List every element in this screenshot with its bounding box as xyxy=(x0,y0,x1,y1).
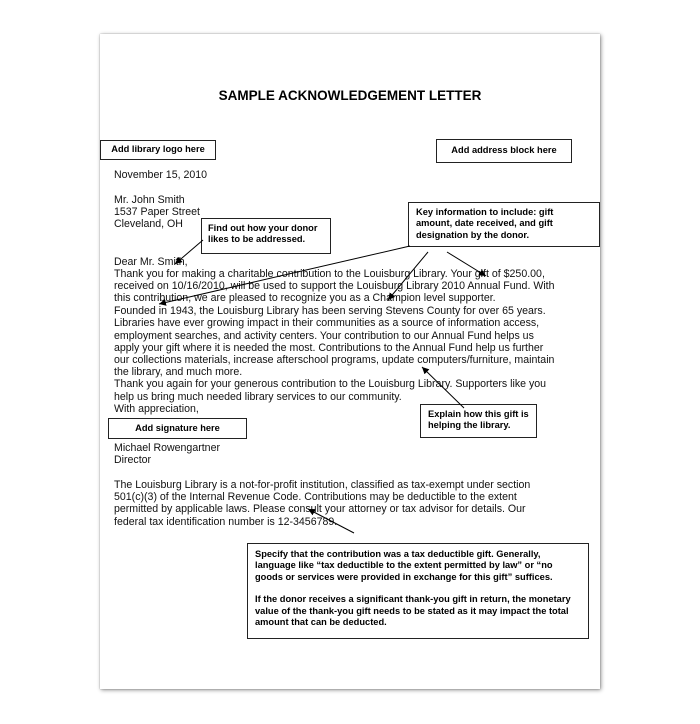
arrow-to-tax-text xyxy=(308,509,354,533)
footer-line: federal tax identification number is 12-3456789. xyxy=(114,516,338,528)
salutation: Dear Mr. Smith, xyxy=(114,256,188,268)
body-line: employment searches, and activity centers. Your contribution to our Annual Fund helps us xyxy=(114,330,534,342)
letter-date: November 15, 2010 xyxy=(114,169,208,181)
address-placeholder-label: Add address block here xyxy=(451,145,557,155)
signature-placeholder-label: Add signature here xyxy=(135,423,220,433)
recipient-name: Mr. John Smith xyxy=(114,194,185,206)
arrow-to-salutation xyxy=(175,240,203,264)
body-line: Founded in 1943, the Louisburg Library has been serving Stevens County for over 65 years. xyxy=(114,305,546,317)
recipient-city: Cleveland, OH xyxy=(114,218,183,230)
signer-title: Director xyxy=(114,454,152,466)
callout-explain-text: Explain how this gift is helping the library. xyxy=(428,409,529,431)
page-title: SAMPLE ACKNOWLEDGEMENT LETTER xyxy=(218,88,482,103)
callout-donor-address-text: Find out how your donor likes to be addressed. xyxy=(208,223,318,245)
body-line: this contribution, we are pleased to recognize you as a Champion level supporter. xyxy=(114,292,496,304)
arrow-to-date-received xyxy=(159,246,410,304)
footer-line: The Louisburg Library is a not-for-profit institution, classified as tax-exempt under section xyxy=(114,479,531,491)
signer-name: Michael Rowengartner xyxy=(114,442,220,454)
arrow-to-annual-fund xyxy=(388,252,428,300)
recipient-street: 1537 Paper Street xyxy=(114,206,200,218)
callout-tax-paragraph-2: If the donor receives a significant thank-you gift in return, the monetary value of the thank-you gift needs to be stated as it may impact the total amount that can be deducted. xyxy=(255,594,571,628)
body-line: With appreciation, xyxy=(114,403,199,415)
logo-placeholder-label: Add library logo here xyxy=(111,144,205,154)
footer-line: 501(c)(3) of the Internal Revenue Code. Contributions may be deductible to the extent xyxy=(114,491,517,503)
arrow-to-library-use xyxy=(422,367,464,408)
body-line: help us bring much needed library services to our community. xyxy=(114,391,402,403)
callout-tax-paragraph-1: Specify that the contribution was a tax deductible gift. Generally, language like “tax deductible to the extent permitted by law” or “no goods or services were provided in exchange for this gift” suffices. xyxy=(255,549,553,582)
arrow-to-gift-amount xyxy=(447,252,486,276)
body-line: Thank you for making a charitable contribution to the Louisburg Library. Your gift of $250.00, xyxy=(114,268,545,280)
footer-line: permitted by applicable laws. Please consult your attorney or tax advisor for details. Our xyxy=(114,503,526,515)
body-line: our collections materials, increase afterschool programs, update computers/furniture, maintain xyxy=(114,354,555,366)
body-line: Thank you again for your generous contribution to the Louisburg Library. Supporters like you xyxy=(114,378,547,390)
body-line: the library, and much more. xyxy=(114,366,243,378)
body-line: received on 10/16/2010, will be used to support the Louisburg Library 2010 Annual Fund. With xyxy=(114,280,555,292)
body-line: apply your gift where it is needed the most. Contributions to the Annual Fund help us further xyxy=(114,342,544,354)
callout-key-info-text: Key information to include: gift amount, date received, and gift designation by the donor. xyxy=(416,207,554,240)
body-line: Libraries have ever growing impact in their communities as a source of information access, xyxy=(114,317,540,329)
